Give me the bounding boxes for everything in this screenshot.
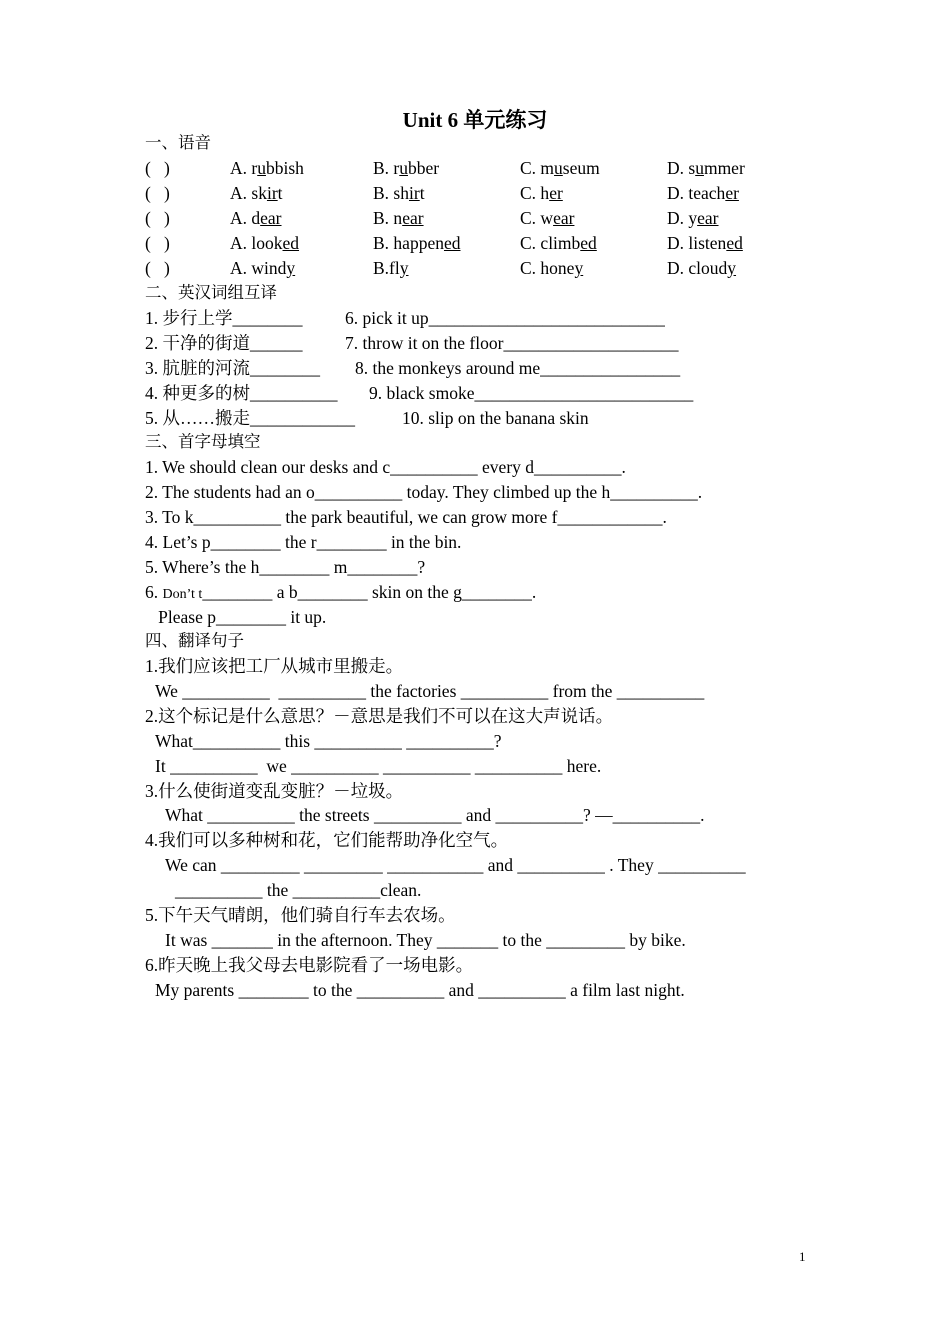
option-item: C. wear	[520, 208, 575, 228]
answer-bracket: ( )	[145, 158, 170, 178]
phrase-english: 6. pick it up___________________________	[345, 308, 665, 328]
option-item: D. listened	[667, 233, 743, 253]
answer-bracket: ( )	[145, 233, 170, 253]
option-item: B. shirt	[373, 183, 425, 203]
fill-blank-line: 2. The students had an o__________ today. They climbed up the h__________.	[145, 482, 703, 502]
chinese-sentence: 1.我们应该把工厂从城市里搬走。	[145, 656, 404, 676]
phrase-chinese: 3. 肮脏的河流________	[145, 358, 320, 378]
phrase-chinese: 1. 步行上学________	[145, 308, 303, 328]
translation-blank-line: We can _________ _________ ___________ and __________ . They __________	[165, 855, 746, 876]
chinese-sentence: 5.下午天气晴朗，他们骑自行车去农场。	[145, 905, 456, 925]
translation-blank-line: It was _______ in the afternoon. They _______ to the _________ by bike.	[165, 929, 686, 950]
fill-blank-line: 3. To k__________ the park beautiful, we can grow more f____________.	[145, 507, 667, 527]
translation-blank-line: It __________ we __________ __________ __________ here.	[155, 755, 602, 776]
option-item: B. near	[373, 208, 424, 228]
section3-heading: 三、首字母填空	[145, 432, 261, 451]
chinese-sentence: 6.昨天晚上我父母去电影院看了一场电影。	[145, 954, 474, 975]
option-item: B. happened	[373, 233, 461, 253]
option-item: A. skirt	[230, 183, 283, 203]
translation-blank-line: My parents ________ to the __________ and __________ a film last night.	[155, 979, 685, 1000]
answer-bracket: ( )	[145, 208, 170, 228]
phrase-english: 10. slip on the banana skin	[402, 408, 589, 428]
answer-bracket: ( )	[145, 258, 170, 278]
option-item: C. her	[520, 183, 563, 203]
option-item: D. cloudy	[667, 258, 737, 278]
fill-blank-line: 5. Where’s the h________ m________?	[145, 557, 426, 577]
phrase-english: 9. black smoke_________________________	[369, 383, 694, 403]
option-item: D. year	[667, 208, 719, 228]
option-item: A. looked	[230, 233, 300, 253]
translation-blank-line: What __________ the streets __________ and __________? —__________.	[165, 805, 705, 826]
option-item: B. rubber	[373, 158, 440, 178]
fill-blank-line: 4. Let’s p________ the r________ in the bin.	[145, 532, 462, 552]
phrase-chinese: 5. 从……搬走____________	[145, 408, 355, 428]
chinese-sentence: 2.这个标记是什么意思？－意思是我们不可以在这大声说话。	[145, 705, 614, 726]
page-title: Unit 6 单元练习	[402, 108, 548, 132]
option-item: C. honey	[520, 258, 584, 278]
option-item: C. climbed	[520, 233, 597, 253]
option-item: C. museum	[520, 158, 600, 178]
section4-heading: 四、翻译句子	[145, 631, 244, 650]
page-number: 1	[799, 1249, 806, 1264]
fill-blank-line-7: Please p________ it up.	[145, 607, 327, 627]
chinese-sentence: 3.什么使街道变乱变脏？－垃圾。	[145, 780, 404, 801]
translation-blank-line: We __________ __________ the factories __________ from the __________	[155, 680, 705, 701]
option-item: A. dear	[230, 208, 282, 228]
option-item: B.fly	[373, 258, 409, 278]
answer-bracket: ( )	[145, 183, 170, 203]
fill-blank-line-6: 6. Don’t t________ a b________ skin on the g________.	[145, 582, 537, 602]
section2-heading: 二、英汉词组互译	[145, 283, 277, 302]
translation-blank-line: __________ the __________clean.	[175, 880, 422, 901]
option-item: D. summer	[667, 158, 745, 178]
option-item: D. teacher	[667, 183, 739, 203]
translation-blank-line: What__________ this __________ __________?	[155, 730, 502, 751]
phrase-chinese: 4. 种更多的树__________	[145, 383, 338, 403]
phrase-chinese: 2. 干净的街道______	[145, 333, 303, 353]
chinese-sentence: 4.我们可以多种树和花，它们能帮助净化空气。	[145, 830, 509, 851]
section1-heading: 一、语音	[145, 133, 211, 152]
phrase-english: 7. throw it on the floor____________________	[345, 333, 679, 353]
option-item: A. rubbish	[230, 158, 304, 178]
option-item: A. windy	[230, 258, 296, 278]
phrase-english: 8. the monkeys around me________________	[355, 358, 681, 378]
fill-blank-line: 1. We should clean our desks and c__________ every d__________.	[145, 457, 626, 477]
